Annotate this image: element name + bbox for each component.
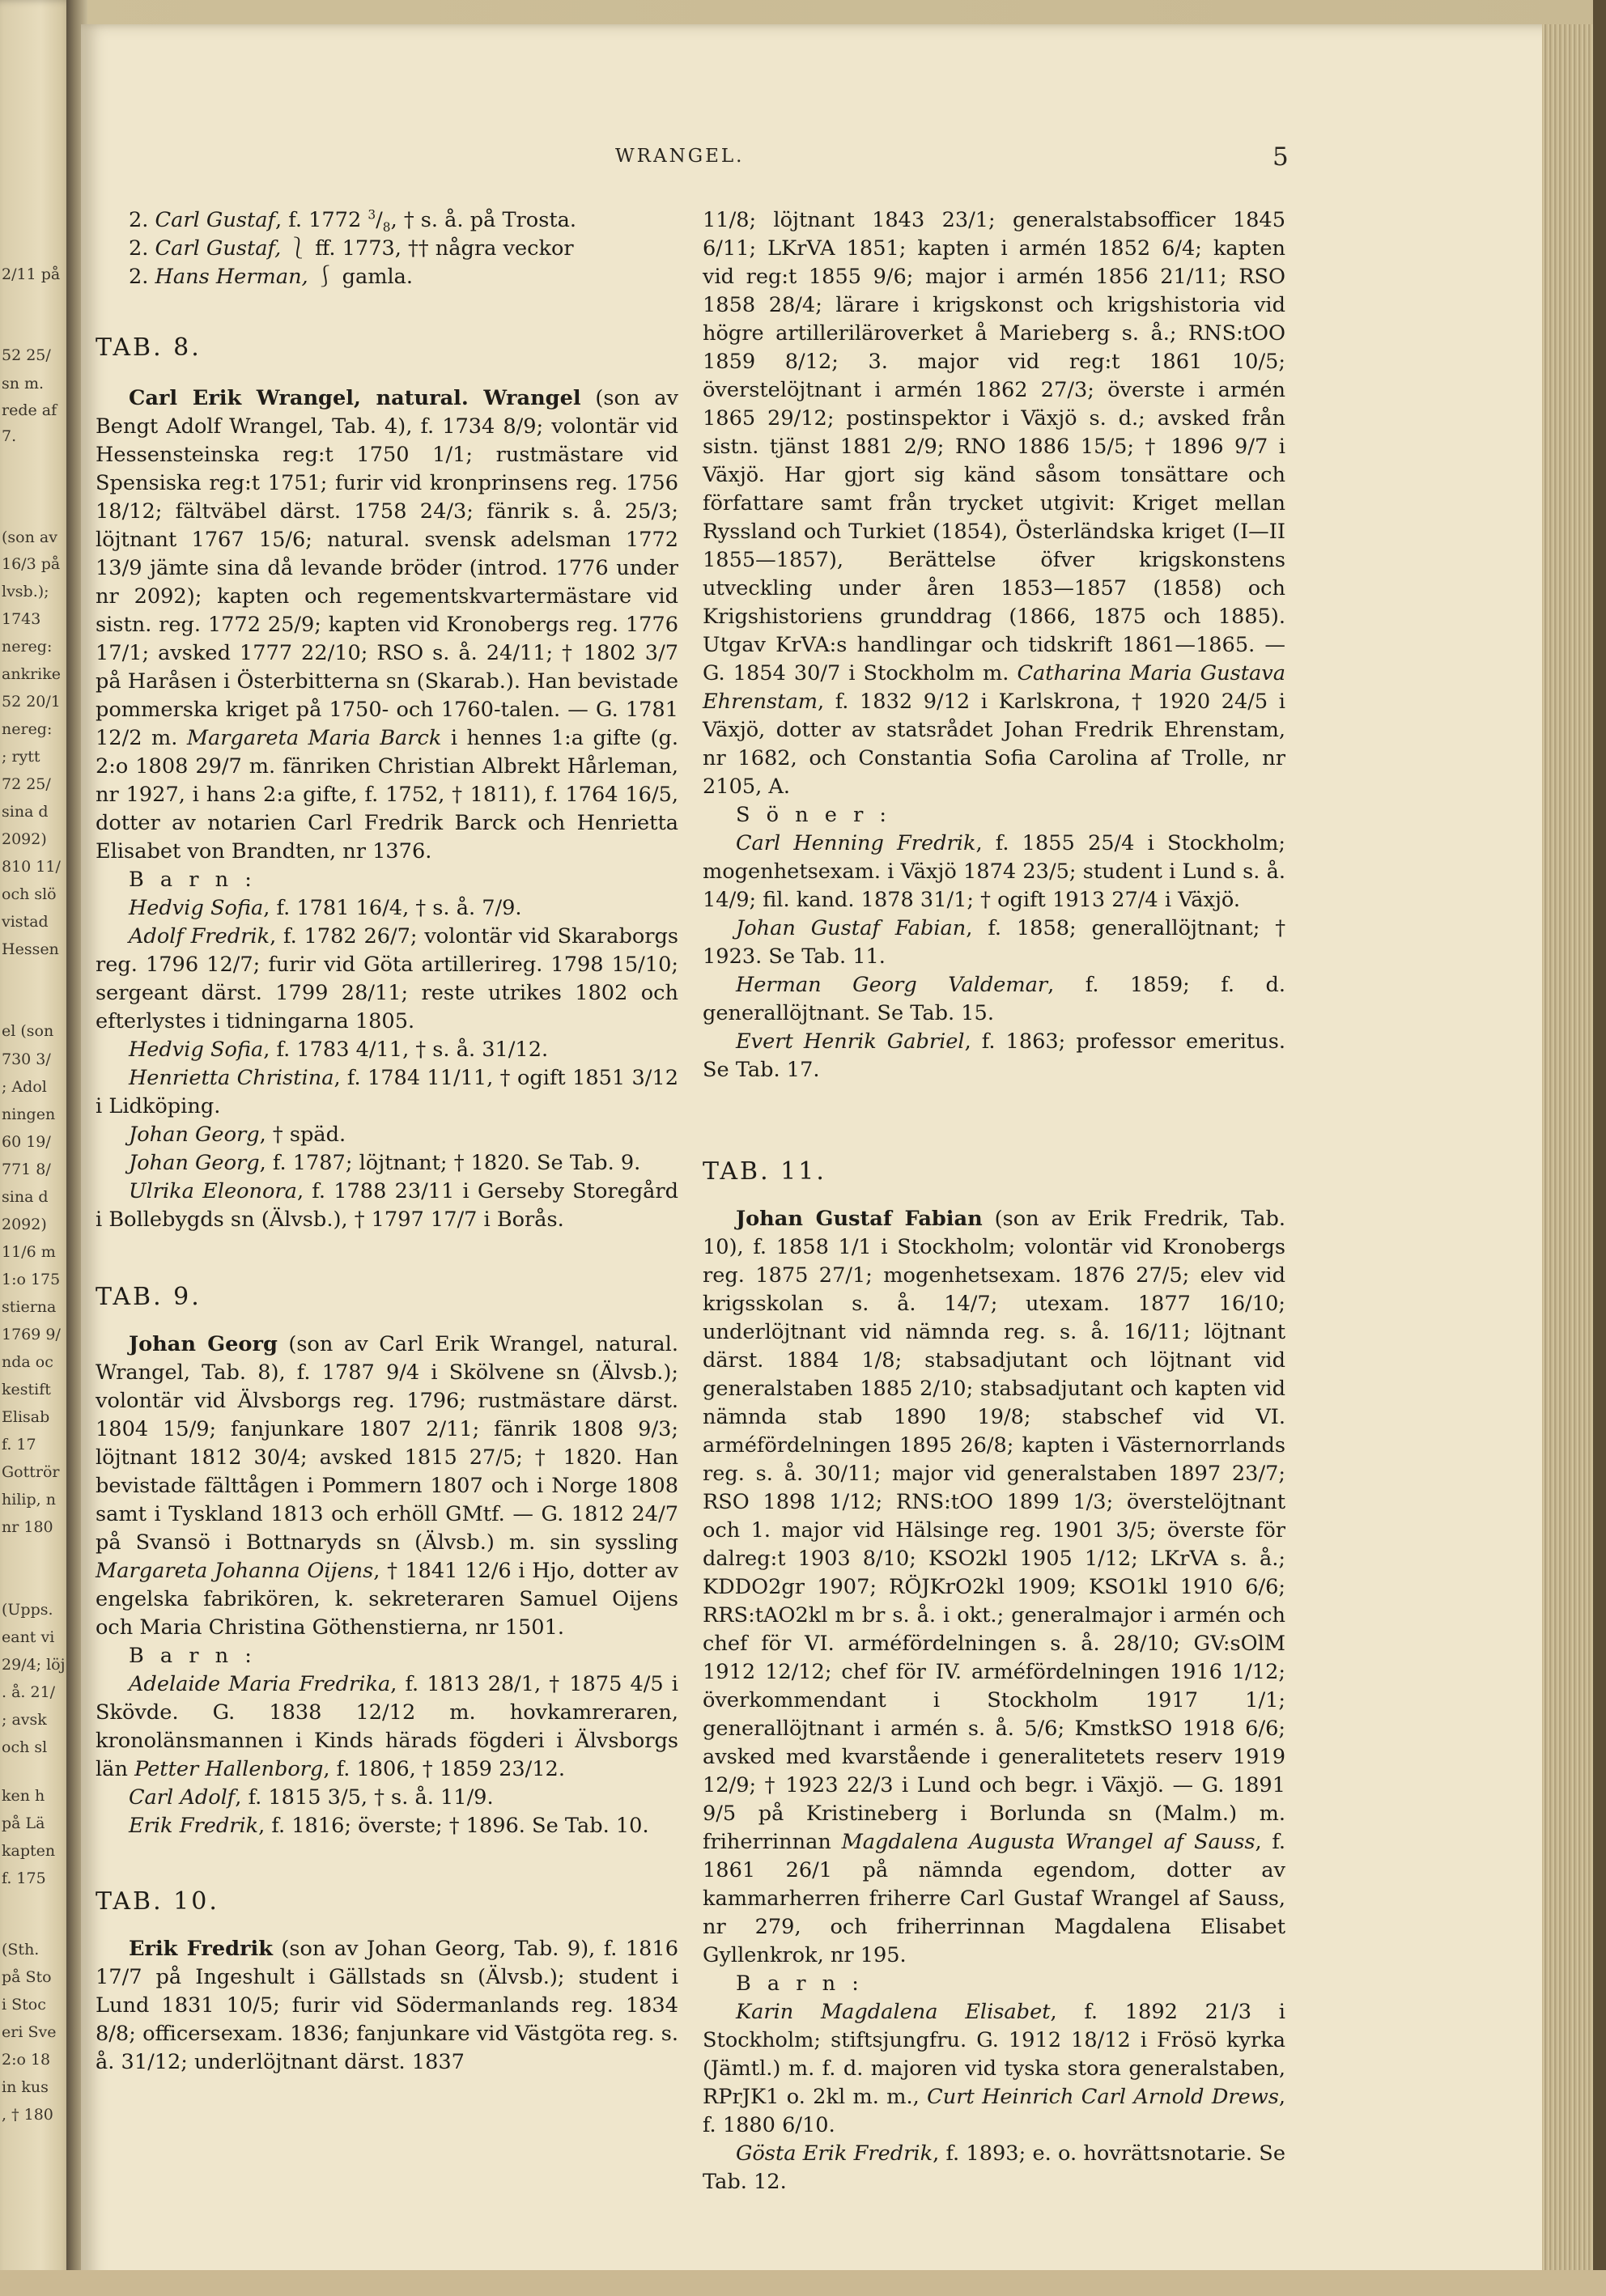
facing-page-fragment: ken h <box>2 1787 45 1805</box>
facing-page-fragment: ; rytt <box>2 748 40 766</box>
facing-page-fragment: ningen <box>2 1106 56 1123</box>
entry-line-1: 2. Carl Gustaf, f. 1772 $^3/_8$, † s. å. på Trosta. <box>128 207 577 236</box>
tab-11-text: Johan Gustaf Fabian (son av Erik Fredrik, Tab. 10), f. 1858 1/1 i Stockholm; volontär vid Kronobergs reg. 1875 27/1; mogenhetsexam. 1876 27/5; elev vid krigsskolan s. å. 14/7; utexam. 1877 16/10; underlöjtnant vid nämnda reg. s. å. 16/11; löjtnant därst. 1884 1/8; stabsadjutant och löjtnant vid generalstaben 1885 2/10; stabsadjutant och kapten vid nämnda stab 1890 19/8; stabschef vid VI. arméfördelningen 1895 26/8; kapten i Västernorrlands reg. s. å. 30/11; major vid generalstaben 1897 23/7; RSO 1898 1/12; RNS:tOO 1899 1/3; överstelöjtnant och 1. major vid Hälsinge reg. 1901 3/5; överste för dalreg:t 1903 8/10; KSO2kl 1905 1/12; LKrVA s. å.; KDDO2gr 1907; RÖJKrO2kl 1909; KSO1kl 1910 6/6; RRS:tAO2kl m br s. å. i okt.; generalmajor i armén och chef för VI. arméfördelningen s. å. 28/10; GV:sOlM 1912 12/12; chef för IV. arméfördelningen 1916 1/12; överkommendant i Stockholm 1917 1/1; generallöjtnant i armén s. å. 5/6; KmstkSO 1918 6/6; avsked med kvarstående i generalitetets reserv 1919 12/9; † 1923 22/3 i Lund och begr. i Växjö. — G. 1891 9/5 på Kristineberg i Borlunda sn (Malm.) m. friherrinnan Magdalena Augusta Wrangel af Sauss, f. 1861 26/1 på nämnda egendom, dotter av kammarherren friherre Carl Gustaf Wrangel af Sauss, nr 279, och friherrinnan Magdalena Elisabet Gyllenkrok, nr 195. <box>703 1207 1286 1967</box>
facing-page-fragment: f. 17 <box>2 1436 36 1454</box>
child-entry: Henrietta Christina, f. 1784 11/11, † ogift 1851 3/12 i Lidköping. <box>96 1066 678 1118</box>
facing-page-fragment: kestift <box>2 1381 51 1398</box>
page-edges <box>1542 24 1594 2296</box>
facing-page-fragment: 52 20/1 <box>2 693 61 711</box>
facing-page-fragment: ; Adol <box>2 1078 47 1096</box>
tab-10-text: Erik Fredrik (son av Johan Georg, Tab. 9), f. 1816 17/7 på Ingeshult i Gällstads sn (Älvsb.); student i Lund 1831 10/5; furir vid Södermanlands reg. 1834 8/8; officersexam. 1836; fanjunkare vid Västgöta reg. s. å. 31/12; underlöjtnant därst. 1837 <box>96 1937 678 2074</box>
page-number: 5 <box>1272 142 1289 172</box>
facing-page-fragment: 72 25/ <box>2 775 51 793</box>
facing-page-fragment: 2:o 18 <box>2 2051 51 2069</box>
facing-page-fragment: vistad <box>2 913 49 931</box>
facing-page-fragment: stierna <box>2 1298 57 1316</box>
running-title: WRANGEL. <box>615 146 745 167</box>
child-entry: Gösta Erik Fredrik, f. 1893; e. o. hovrättsnotarie. Se Tab. 12. <box>703 2141 1285 2194</box>
facing-page-fragment: och slö <box>2 885 57 903</box>
child-entry: Erik Fredrik, f. 1816; överste; † 1896. Se Tab. 10. <box>128 1814 649 1838</box>
facing-page-fragment: ; avsk <box>2 1711 47 1729</box>
facing-page-fragment: eri Sve <box>2 2023 57 2041</box>
barn-heading: B a r n : <box>735 1971 864 1996</box>
left-column <box>96 206 678 2077</box>
facing-page-fragment: , † 180 <box>2 2106 53 2124</box>
tab-10-continued: 11/8; löjtnant 1843 23/1; generalstabsofficer 1845 6/11; LKrVA 1851; kapten i armén 1852 6/4; kapten vid reg:t 1855 9/6; major i armén 1856 21/11; RSO 1858 28/4; lärare i krigskonst och krigshistoria vid högre artilleriläroverket å Marieberg s. å.; RNS:tOO 1859 8/12; 3. major vid reg:t 1861 10/5; överstelöjtnant i armén 1862 27/3; överste i armén 1865 29/12; postinspektor i Växjö s. d.; avsked från sistn. tjänst 1881 2/9; RNO 1886 15/5; † 1896 9/7 i Växjö. Har gjort sig känd såsom tonsättare och författare samt från trycket utgivit: Kriget mellan Ryssland och Turkiet (1854), Österländska kriget (I—II 1855—1857), Berättelse öfver krigskonstens utveckling under åren 1853—1857 (1858) och Krigshistoriens grunddrag (1866, 1875 och 1885). Utgav KrVA:s handlingar och tidskrift 1861—1865. — G. 1854 30/7 i Stockholm m. Catharina Maria Gustava Ehrenstam, f. 1832 9/12 i Karlskrona, † 1920 24/5 i Växjö, dotter av statsrådet Johan Fredrik Ehrenstam, nr 1682, och Constantia Sofia Carolina af Trolle, nr 2105, A. <box>703 208 1285 799</box>
facing-page-fragment: 1769 9/ <box>2 1326 61 1343</box>
son-entry: Johan Gustaf Fabian, f. 1858; generallöjtnant; † 1923. Se Tab. 11. <box>703 916 1286 969</box>
facing-page-fragment: på Sto <box>2 1968 52 1986</box>
facing-page-fragment: ankrike <box>2 665 61 683</box>
facing-page-fragment: 2092) <box>2 1216 47 1233</box>
child-entry: Carl Adolf, f. 1815 3/5, † s. å. 11/9. <box>128 1785 494 1810</box>
child-entry: Johan Georg, f. 1787; löjtnant; † 1820. Se Tab. 9. <box>128 1151 641 1175</box>
facing-page-fragment: 7. <box>2 427 17 445</box>
tab-11-heading: TAB. 11. <box>703 1157 826 1186</box>
facing-page-fragment: eant vi <box>2 1628 55 1646</box>
facing-page-fragment: 1:o 175 <box>2 1271 61 1288</box>
facing-page-fragment: rede af <box>2 401 57 419</box>
facing-page-fragment: sina d <box>2 803 49 821</box>
child-entry: Johan Georg, † späd. <box>128 1123 346 1147</box>
facing-page-fragment: . å. 21/ <box>2 1683 56 1701</box>
barn-heading: B a r n : <box>128 1644 257 1668</box>
tab-9-heading: TAB. 9. <box>96 1283 202 1311</box>
facing-page-fragment: 52 25/ <box>2 346 51 364</box>
facing-page-fragment: (son av <box>2 528 57 546</box>
left-page-sliver <box>0 0 74 2296</box>
facing-page-fragment: hilip, n <box>2 1491 56 1509</box>
tab-8-text: Carl Erik Wrangel, natural. Wrangel (son av Bengt Adolf Wrangel, Tab. 4), f. 1734 8/9; volontär vid Hessensteinska reg:t 1750 1/1; rustmästare vid Spensiska reg:t 1751; furir vid kronprinsens reg. 1756 18/12; fältväbel därst. 1758 24/3; fänrik s. å. 25/3; löjtnant 1767 15/6; natural. svensk adelsman 1772 13/9 jämte sina då levande bröder (introd. 1776 under nr 2092); kapten och regementskvartermästare vid sistn. reg. 1772 25/9; kapten vid Kronobergs reg. 1776 17/1; avsked 1777 22/10; RSO s. å. 24/11; † 1802 3/7 på Haråsen i Österbitterna sn (Skarab.). Han bevistade pommerska kriget på 1750- och 1760-talen. — G. 1781 12/2 m. Margareta Maria Barck i hennes 1:a gifte (g. 2:o 1808 29/7 m. fänriken Christian Albrekt Hårleman, nr 1927, i hans 2:a gifte, f. 1752, † 1811), f. 1764 16/5, dotter av notarien Carl Fredrik Barck och Henrietta Elisabet von Brandten, nr 1376. <box>96 386 678 864</box>
facing-page-fragment: 2092) <box>2 830 47 848</box>
facing-page-fragment: sn m. <box>2 375 45 393</box>
facing-page-fragment: i Stoc <box>2 1996 46 2014</box>
facing-page-fragment: (Sth. <box>2 1941 40 1959</box>
child-entry: Karin Magdalena Elisabet, f. 1892 21/3 i Stockholm; stiftsjungfru. G. 1912 18/12 i Frösö kyrka (Jämtl.) m. f. d. majoren vid tyska stora generalstaben, RPrJK1 o. 2kl m. m., Curt Heinrich Carl Arnold Drews, f. 1880 6/10. <box>703 2000 1285 2137</box>
facing-page-fragment: 60 19/ <box>2 1133 51 1151</box>
facing-page-fragment: in kus <box>2 2078 49 2096</box>
facing-page-fragment: (Upps. <box>2 1601 53 1619</box>
son-entry: Evert Henrik Gabriel, f. 1863; professor emeritus. Se Tab. 17. <box>703 1029 1285 1082</box>
tab-10-heading: TAB. 10. <box>96 1887 219 1916</box>
facing-page-fragment: 11/6 m <box>2 1243 56 1261</box>
right-column <box>703 206 1285 2196</box>
facing-page-fragment: 16/3 på <box>2 555 61 573</box>
facing-page-fragment: f. 175 <box>2 1869 46 1887</box>
soner-heading: S ö n e r : <box>735 803 892 827</box>
facing-page-fragment: lvsb.); <box>2 583 49 601</box>
facing-page-fragment: 1743 <box>2 610 41 628</box>
facing-page-fragment: sina d <box>2 1188 49 1206</box>
facing-page-fragment: Elisab <box>2 1408 50 1426</box>
facing-page-fragment: Gottrör <box>2 1463 60 1481</box>
facing-page-fragment: Hessen <box>2 940 59 958</box>
child-entry: Ulrika Eleonora, f. 1788 23/11 i Gerseby Storegård i Bollebygds sn (Älvsb.), † 1797 17/7 i Borås. <box>96 1179 678 1232</box>
facing-page-fragment: 771 8/ <box>2 1161 51 1178</box>
facing-page-fragment: och sl <box>2 1738 48 1756</box>
child-entry: Hedvig Sofia, f. 1781 16/4, † s. å. 7/9. <box>128 896 522 920</box>
tab-8-heading: TAB. 8. <box>96 333 202 362</box>
child-entry: Hedvig Sofia, f. 1783 4/11, † s. å. 31/12. <box>128 1038 549 1062</box>
facing-page-fragment: nr 180 <box>2 1518 53 1536</box>
facing-page-fragment: nereg: <box>2 720 53 738</box>
child-entry: Adelaide Maria Fredrika, f. 1813 28/1, † 1875 4/5 i Skövde. G. 1838 12/12 m. hovkamreraren, kronolänsmannen i Kinds härads fögderi i Älvsborgs län Petter Hallenborg, f. 1806, † 1859 23/12. <box>96 1672 678 1781</box>
entry-line-3: 2. Hans Herman, ⎰ gamla. <box>128 265 414 289</box>
facing-page-fragment: kapten <box>2 1842 56 1860</box>
son-entry: Carl Henning Fredrik, f. 1855 25/4 i Stockholm; mogenhetsexam. i Växjö 1874 23/5; student i Lund s. å. 14/9; fil. kand. 1878 31/1; † ogift 1913 27/4 i Växjö. <box>703 831 1285 912</box>
barn-heading: B a r n : <box>128 868 257 892</box>
facing-page-fragment: 810 11/ <box>2 858 61 876</box>
facing-page-fragment: nda oc <box>2 1353 53 1371</box>
facing-page-fragment: 2/11 på <box>2 265 61 283</box>
tab-9-text: Johan Georg (son av Carl Erik Wrangel, natural. Wrangel, Tab. 8), f. 1787 9/4 i Skölvene sn (Älvsb.); volontär vid Älvsborgs reg. 1796; rustmästare därst. 1804 15/9; fanjunkare 1807 2/11; fänrik 1808 9/3; löjtnant 1812 30/4; avsked 1815 27/5; † 1820. Han bevistade fälttågen i Pommern 1807 och i Norge 1808 samt i Tyskland 1813 och erhöll GMtf. — G. 1812 24/7 på Svansö i Bottnaryds sn (Älvsb.) m. sin syssling Margareta Johanna Oijens, † 1841 12/6 i Hjo, dotter av engelska fabrikören, k. sekreteraren Samuel Oijens och Maria Christina Göthenstierna, nr 1501. <box>96 1332 678 1640</box>
facing-page-fragment: 730 3/ <box>2 1050 51 1068</box>
edge-shadow <box>1593 0 1606 2296</box>
facing-page-fragment: el (son <box>2 1022 54 1040</box>
child-entry: Adolf Fredrik, f. 1782 26/7; volontär vid Skaraborgs reg. 1796 12/7; furir vid Göta artillerireg. 1798 15/10; sergeant därst. 1799 28/11; reste utrikes 1802 och efterlystes i tidningarna 1805. <box>96 924 678 1033</box>
son-entry: Herman Georg Valdemar, f. 1859; f. d. generallöjtnant. Se Tab. 15. <box>703 973 1285 1025</box>
facing-page-fragment: nereg: <box>2 638 53 656</box>
bottom-band <box>0 2270 1606 2296</box>
facing-page-fragment: på Lä <box>2 1814 45 1832</box>
facing-page-fragment: 29/4; löj <box>2 1656 66 1674</box>
entry-line-2: 2. Carl Gustaf, ⎱ ff. 1773, †† några veckor <box>128 236 574 261</box>
